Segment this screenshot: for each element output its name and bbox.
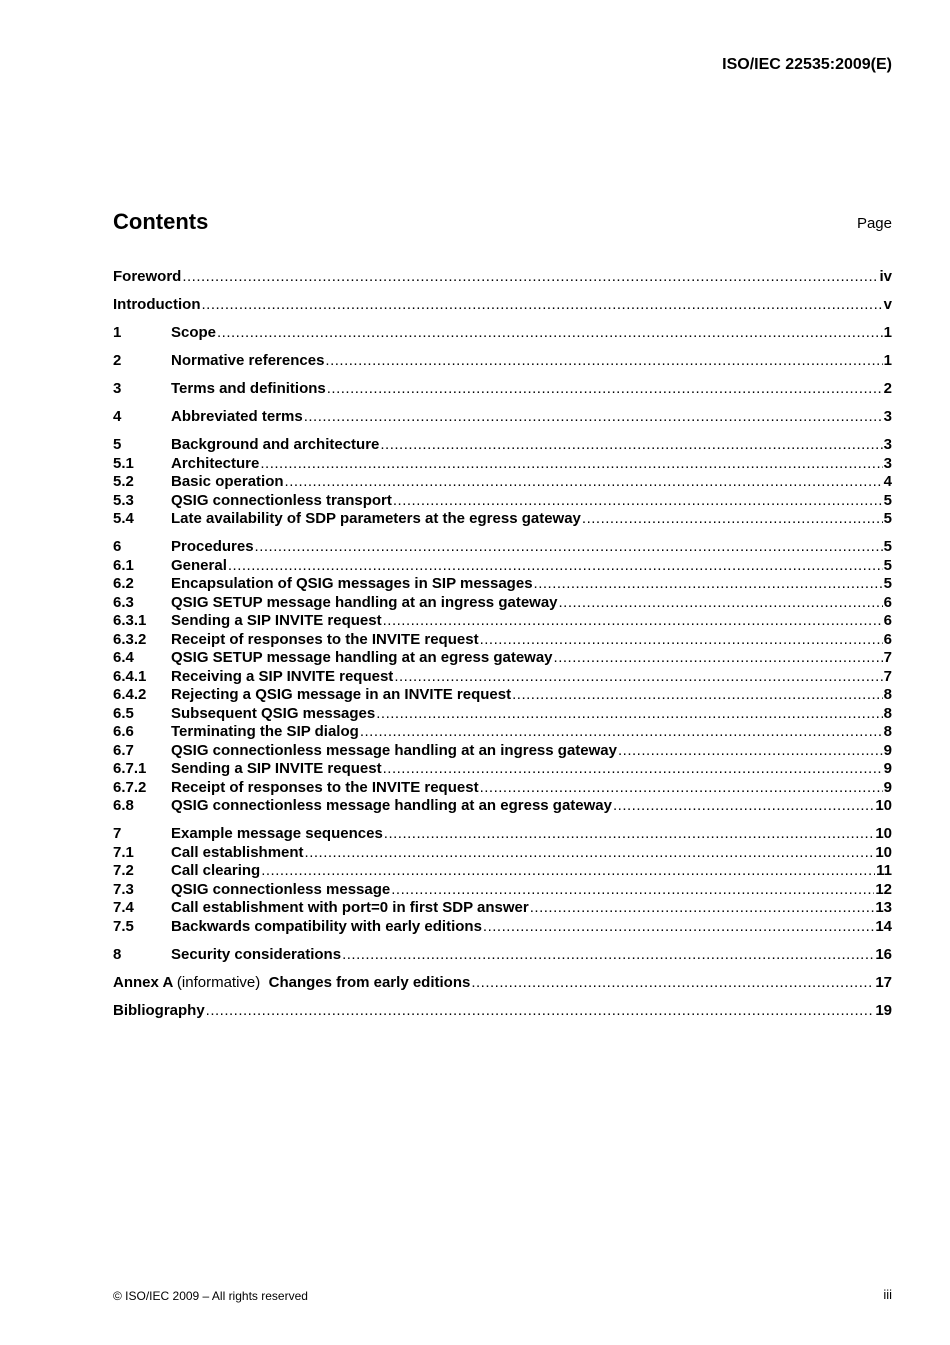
- toc-entry[interactable]: [113, 408, 892, 427]
- toc-entry-title: QSIG connectionless message: [171, 880, 391, 898]
- toc-leader-dots: [217, 324, 883, 343]
- document-id: ISO/IEC 22535:2009(E): [722, 56, 892, 73]
- toc-entry[interactable]: [113, 974, 892, 993]
- annex-label: Annex A: [113, 973, 173, 991]
- toc-leader-dots: [383, 760, 883, 779]
- toc-entry[interactable]: [113, 742, 892, 761]
- toc-leader-dots: [325, 352, 882, 371]
- toc-entry[interactable]: [113, 352, 892, 371]
- toc-entry-page: 5: [883, 491, 892, 509]
- toc-leader-dots: [228, 557, 883, 576]
- toc-entry-page: 5: [883, 575, 892, 592]
- toc-entry[interactable]: [113, 296, 892, 315]
- toc-leader-dots: [393, 492, 883, 511]
- toc-entry-page: 9: [883, 760, 892, 777]
- toc-entry[interactable]: [113, 612, 892, 631]
- toc-entry-number: 7.4: [113, 899, 134, 916]
- toc-entry-page: 3: [883, 436, 892, 453]
- toc-entry[interactable]: [113, 1002, 892, 1021]
- toc-entry-page: 3: [883, 454, 892, 472]
- toc-entry-number: 6.5: [113, 704, 134, 722]
- toc-entry-page: 6: [883, 612, 892, 629]
- toc-entry[interactable]: [113, 631, 892, 650]
- toc-leader-dots: [260, 455, 882, 474]
- toc-entry-page: 17: [875, 973, 892, 991]
- toc-entry-page: 9: [883, 741, 892, 759]
- toc-entry-number: 5.1: [113, 454, 134, 472]
- toc-leader-dots: [182, 268, 878, 287]
- toc-entry[interactable]: [113, 881, 892, 900]
- toc-leader-dots: [383, 612, 883, 631]
- toc-entry[interactable]: [113, 760, 892, 779]
- toc-leader-dots: [582, 510, 883, 529]
- toc-entry[interactable]: [113, 723, 892, 742]
- toc-entry[interactable]: [113, 594, 892, 613]
- toc-entry-title: Late availability of SDP parameters at the egress gateway: [171, 510, 581, 527]
- toc-entry-title: Sending a SIP INVITE request: [171, 612, 382, 629]
- toc-entry-number: 6.3: [113, 593, 134, 611]
- toc-entry-title: Call establishment with port=0 in first SDP answer: [171, 899, 529, 916]
- toc-leader-dots: [304, 408, 883, 427]
- toc-entry-title: Security considerations: [171, 945, 342, 963]
- toc-entry[interactable]: [113, 797, 892, 816]
- toc-entry-number: 6: [113, 538, 122, 555]
- toc-entry-page: 5: [883, 510, 892, 527]
- toc-entry-title: QSIG SETUP message handling at an ingress gateway: [171, 593, 558, 611]
- contents-heading: Contents: [113, 209, 209, 234]
- toc-entry-title: Receiving a SIP INVITE request: [171, 667, 394, 685]
- toc-entry-page: 7: [883, 667, 892, 685]
- toc-leader-dots: [201, 296, 882, 315]
- toc-entry-page: 1: [883, 324, 892, 341]
- toc-entry-number: 7.2: [113, 862, 134, 879]
- page-number: iii: [883, 1287, 892, 1302]
- toc-entry-page: 13: [875, 899, 892, 916]
- toc-entry-number: 7.3: [113, 880, 134, 898]
- toc-entry[interactable]: [113, 557, 892, 576]
- toc-entry-number: 7.5: [113, 917, 134, 935]
- toc-leader-dots: [327, 380, 883, 399]
- toc-entry-title: Subsequent QSIG messages: [171, 704, 376, 722]
- toc-entry-number: 6.7: [113, 741, 134, 759]
- toc-entry[interactable]: [113, 436, 892, 455]
- toc-entry-title: Backwards compatibility with early editions: [171, 917, 482, 935]
- toc-entry-title: Terms and definitions: [171, 380, 326, 397]
- toc-entry-title: Introduction: [113, 296, 201, 313]
- toc-entry-page: 8: [883, 686, 892, 703]
- toc-entry-page: 10: [875, 825, 892, 842]
- toc-entry-number: 6.3.2: [113, 630, 147, 648]
- toc-entry-number: 6.4.2: [113, 686, 147, 703]
- toc-entry-number: 8: [113, 945, 122, 963]
- toc-entry-page: 4: [883, 473, 892, 490]
- toc-entry[interactable]: [113, 862, 892, 881]
- toc-entry-page: 5: [883, 556, 892, 574]
- toc-entry-number: 1: [113, 324, 122, 341]
- toc-entry-page: 8: [883, 723, 892, 740]
- toc-entry[interactable]: [113, 380, 892, 399]
- toc-entry[interactable]: [113, 918, 892, 937]
- toc-entry-number: 2: [113, 352, 122, 369]
- toc-leader-dots: [512, 686, 883, 705]
- toc-entry[interactable]: [113, 492, 892, 511]
- toc-entry-number: 6.2: [113, 575, 134, 592]
- toc-entry-page: 3: [883, 408, 892, 425]
- toc-entry-number: 5: [113, 436, 122, 453]
- toc-entry-page: 10: [875, 843, 892, 861]
- toc-entry-title: QSIG connectionless transport: [171, 491, 392, 509]
- toc-entry[interactable]: [113, 705, 892, 724]
- toc-entry[interactable]: [113, 779, 892, 798]
- toc-leader-dots: [394, 668, 882, 687]
- toc-entry-number: 6.6: [113, 723, 134, 740]
- toc-entry[interactable]: [113, 946, 892, 965]
- toc-entry-number: 6.4.1: [113, 667, 147, 685]
- toc-entry-title: Call clearing: [171, 862, 261, 879]
- toc-leader-dots: [285, 473, 883, 492]
- toc-entry-title: Architecture: [171, 454, 260, 472]
- toc-entry-title: Normative references: [171, 352, 325, 369]
- toc-entry-title: Encapsulation of QSIG messages in SIP messages: [171, 575, 533, 592]
- toc-entry[interactable]: [113, 575, 892, 594]
- toc-entry[interactable]: [113, 268, 892, 287]
- table-of-contents: [113, 268, 892, 1020]
- toc-entry-number: 6.7.2: [113, 778, 147, 796]
- toc-entry-title: Procedures: [171, 538, 254, 555]
- toc-entry-page: 8: [883, 704, 892, 722]
- toc-entry-title: Sending a SIP INVITE request: [171, 760, 382, 777]
- toc-entry-number: 5.2: [113, 473, 134, 490]
- toc-entry-title: Basic operation: [171, 473, 284, 490]
- toc-entry-title: QSIG SETUP message handling at an egress gateway: [171, 649, 553, 666]
- toc-leader-dots: [342, 946, 874, 965]
- toc-leader-dots: [360, 723, 883, 742]
- toc-entry-page: 14: [875, 917, 892, 935]
- toc-entry-number: 7.1: [113, 843, 134, 861]
- toc-leader-dots: [380, 436, 882, 455]
- toc-entry[interactable]: [113, 510, 892, 529]
- toc-leader-dots: [206, 1002, 875, 1021]
- toc-entry[interactable]: [113, 686, 892, 705]
- copyright-notice: © ISO/IEC 2009 – All rights reserved: [113, 1289, 308, 1303]
- toc-entry[interactable]: [113, 538, 892, 557]
- toc-entry-title: QSIG connectionless message handling at an ingress gateway: [171, 741, 617, 759]
- toc-entry-number: 7: [113, 825, 122, 842]
- toc-entry-title: Terminating the SIP dialog: [171, 723, 359, 740]
- toc-leader-dots: [480, 631, 883, 650]
- toc-entry-title: Rejecting a QSIG message in an INVITE request: [171, 686, 512, 703]
- toc-leader-dots: [305, 844, 875, 863]
- toc-leader-dots: [483, 918, 874, 937]
- toc-entry-page: v: [883, 296, 892, 313]
- toc-entry-page: 5: [883, 538, 892, 555]
- toc-entry-page: 2: [883, 380, 892, 397]
- toc-leader-dots: [534, 575, 883, 594]
- page-column-label: Page: [856, 215, 892, 232]
- toc-entry-page: 1: [883, 352, 892, 369]
- toc-entry-title: Receipt of responses to the INVITE request: [171, 778, 479, 796]
- toc-entry-number: 5.3: [113, 491, 134, 509]
- toc-entry-number: 4: [113, 408, 122, 425]
- toc-entry-title: Background and architecture: [171, 436, 380, 453]
- toc-leader-dots: [384, 825, 875, 844]
- toc-entry[interactable]: [113, 844, 892, 863]
- toc-entry[interactable]: [113, 455, 892, 474]
- toc-entry[interactable]: [113, 473, 892, 492]
- toc-entry[interactable]: [113, 668, 892, 687]
- toc-entry-number: 6.4: [113, 649, 134, 666]
- toc-entry-page: 12: [875, 880, 892, 898]
- toc-entry-title: [113, 974, 470, 993]
- toc-entry-number: 6.3.1: [113, 612, 147, 629]
- toc-entry-page: 11: [876, 862, 892, 879]
- toc-entry[interactable]: [113, 825, 892, 844]
- toc-leader-dots: [559, 594, 883, 613]
- toc-entry-page: 19: [875, 1001, 892, 1019]
- toc-entry[interactable]: [113, 899, 892, 918]
- toc-leader-dots: [618, 742, 883, 761]
- toc-entry-page: 6: [883, 630, 892, 648]
- toc-leader-dots: [376, 705, 882, 724]
- toc-entry-page: 10: [875, 797, 892, 814]
- annex-qualifier: (informative): [176, 973, 261, 991]
- toc-entry-number: 3: [113, 380, 122, 397]
- toc-entry-page: 16: [875, 945, 892, 963]
- toc-leader-dots: [261, 862, 875, 881]
- toc-leader-dots: [480, 779, 883, 798]
- toc-leader-dots: [554, 649, 883, 668]
- toc-entry-title: Foreword: [113, 268, 182, 285]
- toc-entry-title: General: [171, 556, 227, 574]
- annex-title: Changes from early editions: [268, 973, 471, 991]
- toc-entry-page: 7: [883, 649, 892, 666]
- toc-entry-number: 6.8: [113, 797, 134, 814]
- toc-entry-title: Scope: [171, 324, 217, 341]
- toc-entry-title: Example message sequences: [171, 825, 383, 842]
- toc-entry-title: Abbreviated terms: [171, 408, 303, 425]
- toc-leader-dots: [613, 797, 874, 816]
- toc-leader-dots: [391, 881, 874, 900]
- toc-leader-dots: [530, 899, 875, 918]
- toc-entry-page: iv: [879, 268, 892, 285]
- toc-leader-dots: [471, 974, 874, 993]
- toc-entry[interactable]: [113, 649, 892, 668]
- toc-entry-number: 5.4: [113, 510, 134, 527]
- toc-entry-number: 6.7.1: [113, 760, 147, 777]
- toc-entry[interactable]: [113, 324, 892, 343]
- toc-entry-page: 9: [883, 778, 892, 796]
- toc-leader-dots: [255, 538, 883, 557]
- toc-entry-number: 6.1: [113, 556, 134, 574]
- toc-entry-title: Call establishment: [171, 843, 304, 861]
- toc-entry-page: 6: [883, 593, 892, 611]
- toc-entry-title: Bibliography: [113, 1001, 205, 1019]
- toc-entry-title: QSIG connectionless message handling at an egress gateway: [171, 797, 612, 814]
- toc-entry-title: Receipt of responses to the INVITE request: [171, 630, 479, 648]
